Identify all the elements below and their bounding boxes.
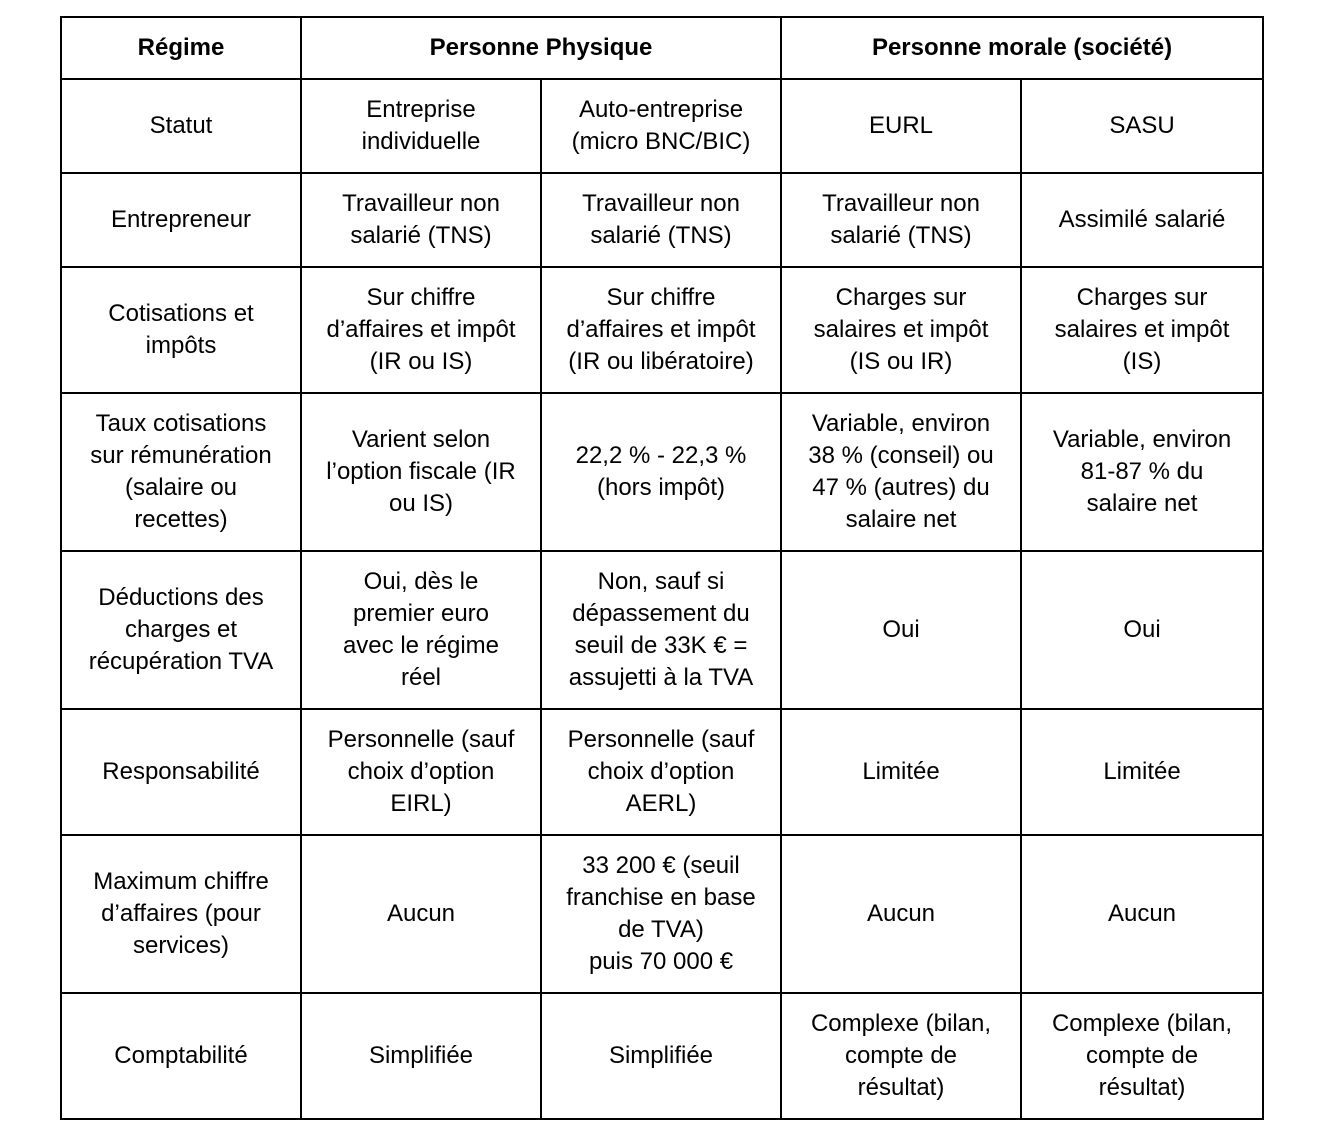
cell-auto-entreprise: 33 200 € (seuil franchise en base de TVA) puis 70 000 € [541,835,781,993]
table-row-comptabilite [61,993,1263,1119]
cell-auto-entreprise: Simplifiée [541,993,781,1119]
cell-eurl: Oui [781,551,1021,709]
cell-auto-entreprise: Auto-entreprise (micro BNC/BIC) [541,79,781,173]
header-regime: Régime [61,17,301,79]
table-row-taux-cotisations [61,393,1263,551]
table-row-entrepreneur [61,173,1263,267]
cell-sasu: Oui [1021,551,1263,709]
cell-sasu: Complexe (bilan, compte de résultat) [1021,993,1263,1119]
regime-comparison-table [60,16,1264,1120]
row-label: Maximum chiffre d’affaires (pour services) [61,835,301,993]
table-row-responsabilite [61,709,1263,835]
row-label: Taux cotisations sur rémunération (salaire ou recettes) [61,393,301,551]
table-row-maximum-chiffre [61,835,1263,993]
cell-eurl: EURL [781,79,1021,173]
cell-auto-entreprise: 22,2 % - 22,3 % (hors impôt) [541,393,781,551]
cell-eurl: Variable, environ 38 % (conseil) ou 47 % (autres) du salaire net [781,393,1021,551]
cell-sasu: Variable, environ 81-87 % du salaire net [1021,393,1263,551]
cell-sasu: Charges sur salaires et impôt (IS) [1021,267,1263,393]
row-label: Déductions des charges et récupération TVA [61,551,301,709]
cell-eurl: Charges sur salaires et impôt (IS ou IR) [781,267,1021,393]
row-label: Statut [61,79,301,173]
cell-sasu: Aucun [1021,835,1263,993]
cell-auto-entreprise: Travailleur non salarié (TNS) [541,173,781,267]
cell-eurl: Aucun [781,835,1021,993]
cell-entreprise-individuelle: Varient selon l’option fiscale (IR ou IS) [301,393,541,551]
cell-entreprise-individuelle: Entreprise individuelle [301,79,541,173]
header-personne-physique: Personne Physique [301,17,781,79]
table-header-row [61,17,1263,79]
cell-entreprise-individuelle: Personnelle (sauf choix d’option EIRL) [301,709,541,835]
row-label: Cotisations et impôts [61,267,301,393]
cell-entreprise-individuelle: Sur chiffre d’affaires et impôt (IR ou IS) [301,267,541,393]
cell-entreprise-individuelle: Simplifiée [301,993,541,1119]
cell-sasu: Assimilé salarié [1021,173,1263,267]
row-label: Entrepreneur [61,173,301,267]
table-row-cotisations [61,267,1263,393]
table-row-statut [61,79,1263,173]
cell-entreprise-individuelle: Aucun [301,835,541,993]
cell-auto-entreprise: Sur chiffre d’affaires et impôt (IR ou libératoire) [541,267,781,393]
header-personne-morale: Personne morale (société) [781,17,1263,79]
cell-eurl: Travailleur non salarié (TNS) [781,173,1021,267]
cell-auto-entreprise: Personnelle (sauf choix d’option AERL) [541,709,781,835]
cell-entreprise-individuelle: Oui, dès le premier euro avec le régime réel [301,551,541,709]
cell-sasu: Limitée [1021,709,1263,835]
cell-auto-entreprise: Non, sauf si dépassement du seuil de 33K € = assujetti à la TVA [541,551,781,709]
row-label: Responsabilité [61,709,301,835]
cell-eurl: Limitée [781,709,1021,835]
row-label: Comptabilité [61,993,301,1119]
cell-eurl: Complexe (bilan, compte de résultat) [781,993,1021,1119]
cell-sasu: SASU [1021,79,1263,173]
cell-entreprise-individuelle: Travailleur non salarié (TNS) [301,173,541,267]
table-row-deductions [61,551,1263,709]
